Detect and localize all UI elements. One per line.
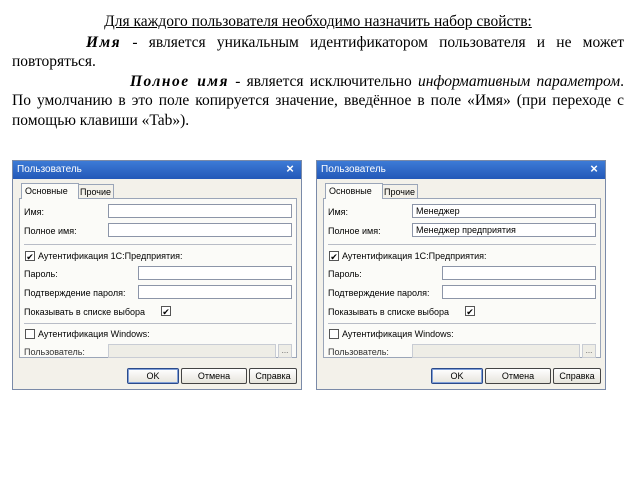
confirm-password-field[interactable] bbox=[442, 285, 596, 299]
auth-1c-checkbox[interactable]: ✔ bbox=[26, 252, 34, 262]
dialog-title: Пользователь bbox=[321, 164, 386, 175]
show-in-list-checkbox[interactable]: ✔ bbox=[466, 307, 474, 317]
windows-user-field bbox=[108, 344, 276, 358]
ok-button[interactable]: OK bbox=[431, 368, 483, 384]
help-button[interactable]: Справка bbox=[249, 368, 297, 384]
windows-user-label: Пользователь: bbox=[24, 347, 85, 357]
user-dialog-empty bbox=[12, 160, 302, 390]
tab-panel bbox=[323, 198, 601, 358]
password-field[interactable] bbox=[138, 266, 292, 280]
name-field[interactable]: Менеджер bbox=[412, 204, 596, 218]
auth-1c-label: Аутентификация 1С:Предприятия: bbox=[38, 251, 183, 261]
auth-1c-checkbox[interactable]: ✔ bbox=[330, 252, 338, 262]
divider bbox=[328, 244, 596, 245]
divider bbox=[24, 244, 292, 245]
auth-windows-checkbox[interactable] bbox=[25, 329, 35, 339]
document-text bbox=[12, 12, 624, 130]
term-fullname-desc1: - является исключительно bbox=[229, 72, 418, 90]
windows-user-label: Пользователь: bbox=[328, 347, 389, 357]
term-fullname-desc2: . По умолчанию в это поле копируется значение, введённое в поле «Имя» (при переходе с помощью клавиши «Tab»). bbox=[12, 72, 624, 129]
divider bbox=[328, 323, 596, 324]
confirm-password-label: Подтверждение пароля: bbox=[24, 288, 126, 298]
auth-windows-label: Аутентификация Windows: bbox=[38, 329, 150, 339]
help-button[interactable]: Справка bbox=[553, 368, 601, 384]
dialog-titlebar bbox=[317, 161, 605, 179]
confirm-password-label: Подтверждение пароля: bbox=[328, 288, 430, 298]
cancel-button[interactable]: Отмена bbox=[485, 368, 551, 384]
fullname-field[interactable]: Менеджер предприятия bbox=[412, 223, 596, 237]
doc-heading: Для каждого пользователя необходимо назначить набор свойств: bbox=[104, 13, 532, 30]
password-label: Пароль: bbox=[24, 269, 58, 279]
tab-other[interactable]: Прочие bbox=[380, 184, 418, 199]
auth-windows-label: Аутентификация Windows: bbox=[342, 329, 454, 339]
fullname-label: Полное имя: bbox=[328, 226, 381, 236]
fullname-label: Полное имя: bbox=[24, 226, 77, 236]
show-in-list-label: Показывать в списке выбора bbox=[328, 307, 450, 317]
auth-1c-label: Аутентификация 1С:Предприятия: bbox=[342, 251, 487, 261]
term-name-desc: - является уникальным идентификатором пользователя и не может повторяться. bbox=[12, 33, 624, 70]
tab-panel bbox=[19, 198, 297, 358]
ok-button[interactable]: OK bbox=[127, 368, 179, 384]
auth-windows-checkbox[interactable] bbox=[329, 329, 339, 339]
paragraph-name bbox=[12, 33, 624, 72]
windows-user-field bbox=[412, 344, 580, 358]
user-dialog-filled bbox=[316, 160, 606, 390]
divider bbox=[24, 323, 292, 324]
cancel-button[interactable]: Отмена bbox=[181, 368, 247, 384]
term-name: Имя bbox=[86, 33, 122, 51]
tab-main[interactable]: Основные bbox=[21, 183, 79, 199]
tab-other[interactable]: Прочие bbox=[76, 184, 114, 199]
dialog-title: Пользователь bbox=[17, 164, 82, 175]
dialog-titlebar bbox=[13, 161, 301, 179]
browse-button[interactable]: ... bbox=[278, 344, 292, 358]
term-fullname-italic: информативным параметром bbox=[417, 72, 621, 90]
confirm-password-field[interactable] bbox=[138, 285, 292, 299]
browse-button[interactable]: ... bbox=[582, 344, 596, 358]
close-icon[interactable]: × bbox=[286, 161, 294, 176]
term-fullname: Полное имя bbox=[130, 72, 230, 90]
name-label: Имя: bbox=[328, 207, 349, 217]
password-field[interactable] bbox=[442, 266, 596, 280]
show-in-list-label: Показывать в списке выбора bbox=[24, 307, 146, 317]
tab-main[interactable]: Основные bbox=[325, 183, 383, 199]
close-icon[interactable]: × bbox=[590, 161, 598, 176]
name-field[interactable] bbox=[108, 204, 292, 218]
paragraph-fullname bbox=[12, 72, 624, 131]
name-label: Имя: bbox=[24, 207, 45, 217]
fullname-field[interactable] bbox=[108, 223, 292, 237]
show-in-list-checkbox[interactable]: ✔ bbox=[162, 307, 170, 317]
password-label: Пароль: bbox=[328, 269, 362, 279]
